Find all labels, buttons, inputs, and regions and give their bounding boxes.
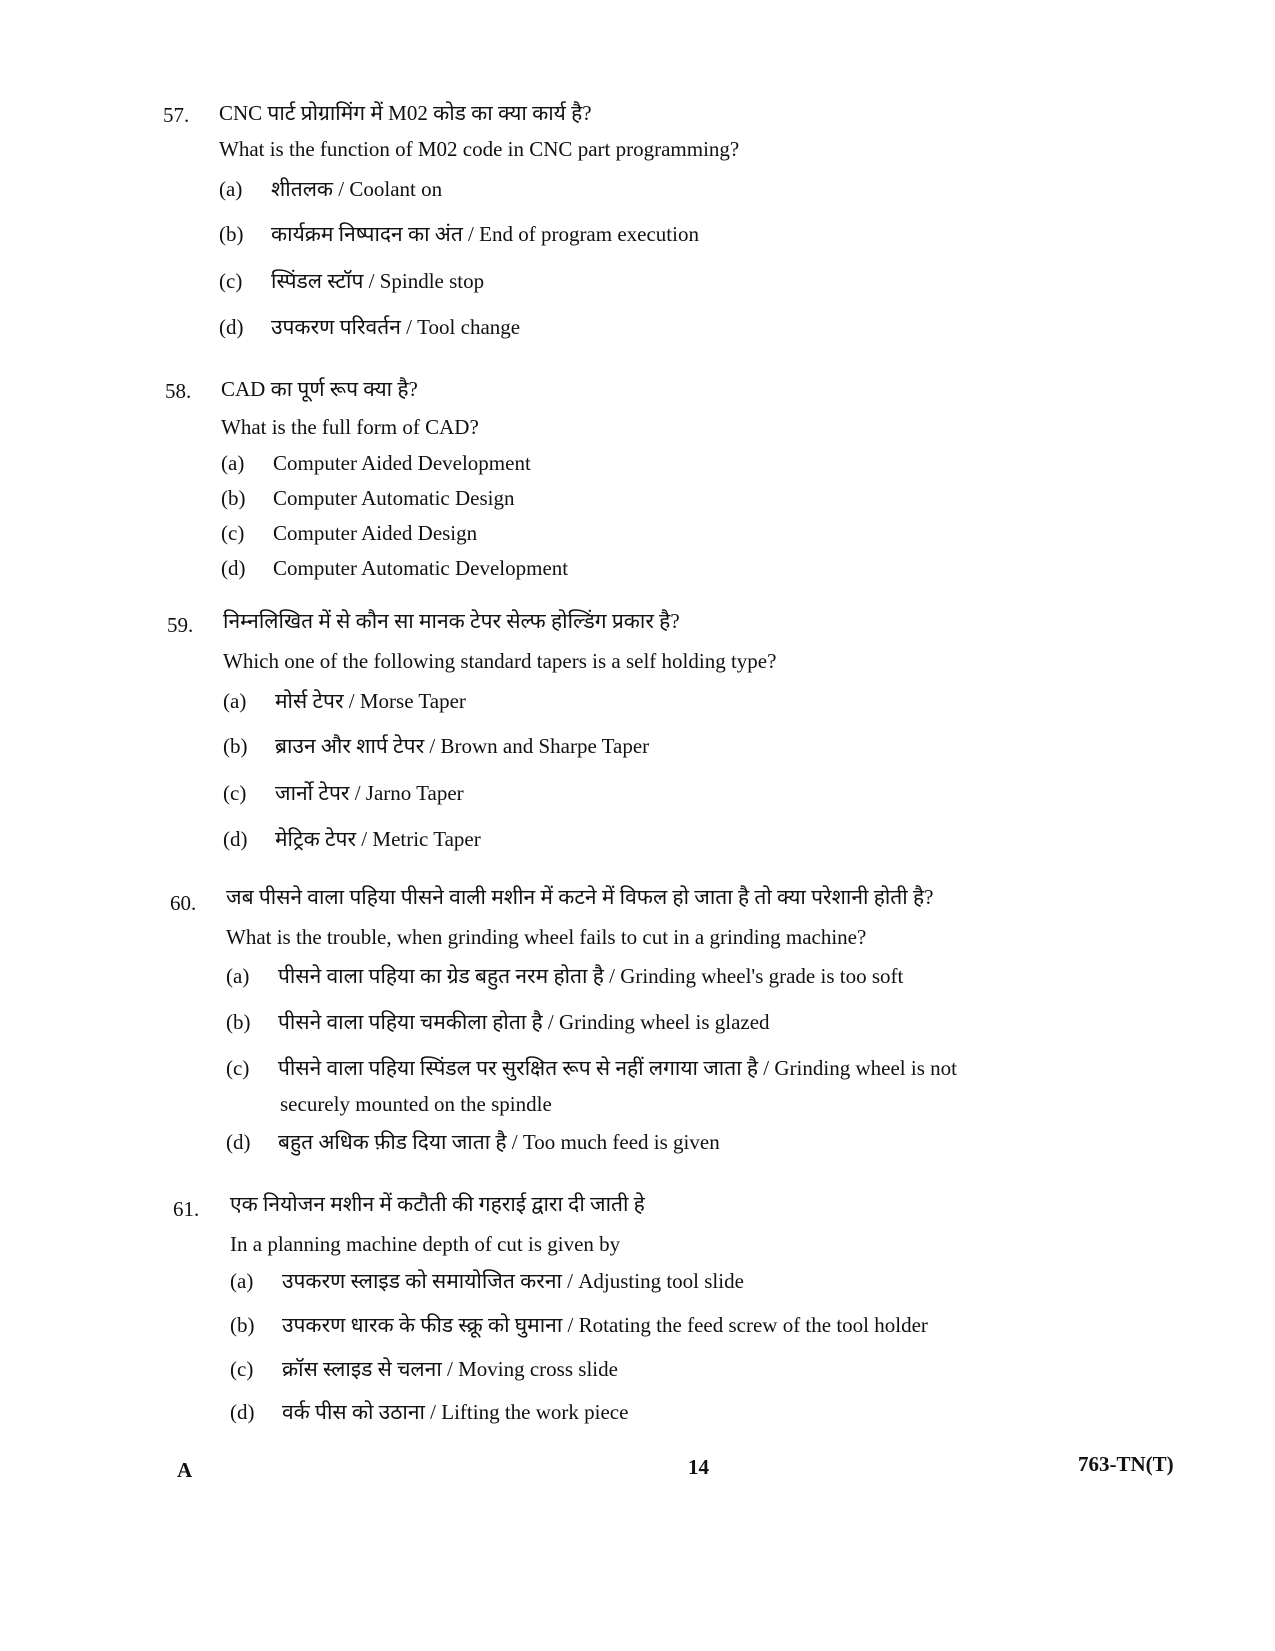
question-hindi: एक नियोजन मशीन में कटौती की गहराई द्वारा दी जाती हे: [230, 1192, 645, 1216]
question-number: 60.: [170, 891, 197, 915]
option-c: (c) पीसने वाला पहिया स्पिंडल पर सुरक्षित रूप से नहीं लगाया जाता है / Grinding wheel is not: [226, 1056, 957, 1080]
option-d: (d) वर्क पीस को उठाना / Lifting the work piece: [230, 1400, 629, 1424]
question-number: 59.: [167, 613, 194, 637]
option-b: (b) कार्यक्रम निष्पादन का अंत / End of program execution: [219, 222, 699, 246]
question-english: What is the function of M02 code in CNC part programming?: [219, 137, 740, 161]
option-a: (a) शीतलक / Coolant on: [219, 177, 443, 201]
option-a: (a) पीसने वाला पहिया का ग्रेड बहुत नरम होता है / Grinding wheel's grade is too soft: [226, 964, 904, 988]
option-c: (c) स्पिंडल स्टॉप / Spindle stop: [219, 269, 485, 293]
option-d: (d) बहुत अधिक फ़ीड दिया जाता है / Too much feed is given: [226, 1130, 720, 1154]
option-d: (d) मेट्रिक टेपर / Metric Taper: [223, 827, 481, 851]
paper-code: 763-TN(T): [1078, 1452, 1174, 1476]
option-c: (c) जार्नो टेपर / Jarno Taper: [223, 781, 464, 805]
footer-series: A: [177, 1458, 193, 1482]
question-english: In a planning machine depth of cut is given by: [230, 1232, 621, 1256]
option-d: (d) उपकरण परिवर्तन / Tool change: [219, 315, 521, 339]
question-hindi: CNC पार्ट प्रोग्रामिंग में M02 कोड का क्या कार्य है?: [219, 101, 592, 125]
option-c: (c) Computer Aided Design: [221, 521, 478, 545]
option-a: (a) उपकरण स्लाइड को समायोजित करना / Adjusting tool slide: [230, 1269, 744, 1293]
question-hindi: निम्नलिखित में से कौन सा मानक टेपर सेल्फ होल्डिंग प्रकार है?: [223, 609, 680, 633]
option-c-continuation: securely mounted on the spindle: [280, 1092, 552, 1116]
page-number: 14: [688, 1455, 709, 1479]
option-b: (b) Computer Automatic Design: [221, 486, 515, 510]
option-c: (c) क्रॉस स्लाइड से चलना / Moving cross slide: [230, 1357, 618, 1381]
question-english: Which one of the following standard tapers is a self holding type?: [223, 649, 777, 673]
option-b: (b) पीसने वाला पहिया चमकीला होता है / Grinding wheel is glazed: [226, 1010, 770, 1034]
option-d: (d) Computer Automatic Development: [221, 556, 569, 580]
option-b: (b) उपकरण धारक के फीड स्क्रू को घुमाना / Rotating the feed screw of the tool holder: [230, 1313, 928, 1337]
question-english: What is the trouble, when grinding wheel fails to cut in a grinding machine?: [226, 925, 867, 949]
option-a: (a) मोर्स टेपर / Morse Taper: [223, 689, 466, 713]
question-number: 58.: [165, 379, 192, 403]
question-english: What is the full form of CAD?: [221, 415, 479, 439]
question-number: 61.: [173, 1197, 200, 1221]
question-number: 57.: [163, 103, 190, 127]
question-hindi: जब पीसने वाला पहिया पीसने वाली मशीन में कटने में विफल हो जाता है तो क्या परेशानी होती है?: [226, 885, 934, 909]
option-a: (a) Computer Aided Development: [221, 451, 531, 475]
question-hindi: CAD का पूर्ण रूप क्या है?: [221, 377, 418, 401]
option-b: (b) ब्राउन और शार्प टेपर / Brown and Sharpe Taper: [223, 734, 650, 758]
